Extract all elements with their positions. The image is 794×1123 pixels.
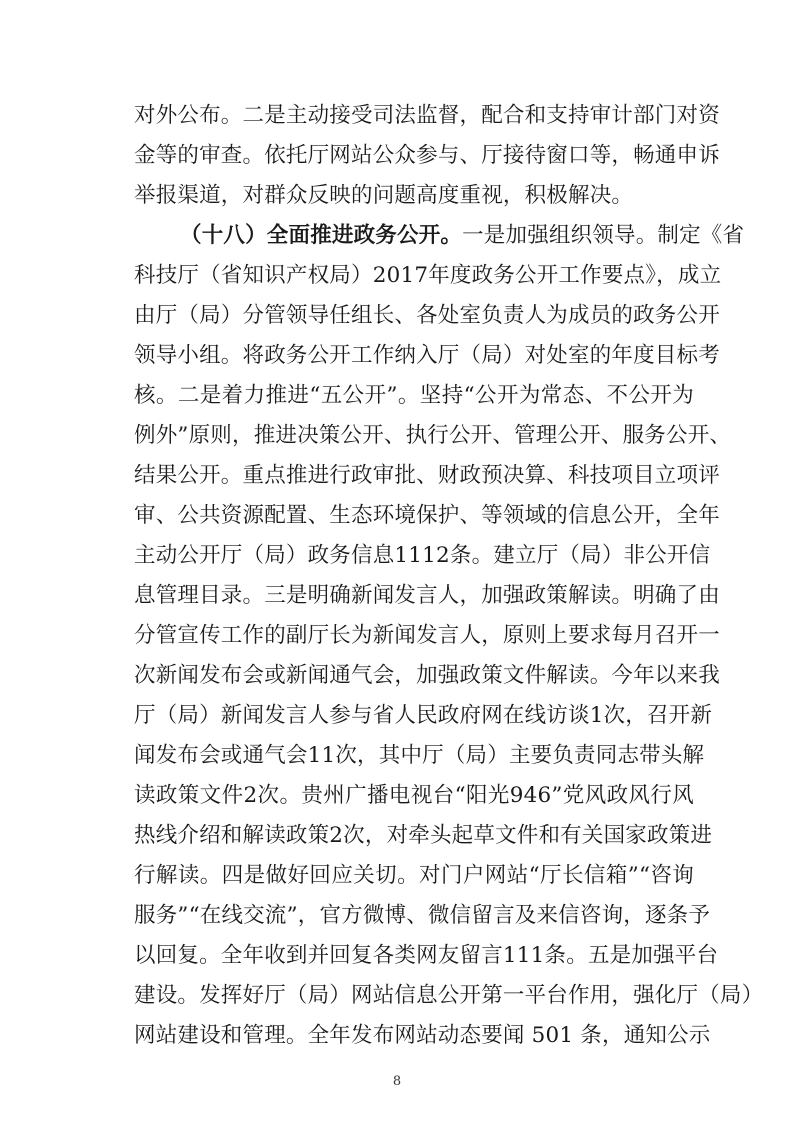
text-line: 行解读。四是做好回应关切。对门户网站“厅长信箱”“咨询	[134, 863, 694, 888]
text-line: 由厅（局）分管领导任组长、各处室负责人为成员的政务公开	[134, 303, 720, 328]
text-line: 闻发布会或通气会11次，其中厅（局）主要负责同志带头解	[134, 743, 705, 768]
section-heading-line	[180, 216, 745, 256]
text-line: 建设。发挥好厅（局）网站信息公开第一平台作用，强化厅（局）	[134, 983, 764, 1008]
text-line: 例外”原则，推进决策公开、执行公开、管理公开、服务公开、	[134, 423, 732, 448]
text-line: 读政策文件2次。贵州广播电视台“阳光946”党风政风行风	[134, 783, 694, 808]
text-line: 厅（局）新闻发言人参与省人民政府网在线访谈1次，召开新	[134, 703, 713, 728]
text-line: 审、公共资源配置、生态环境保护、等领域的信息公开，全年	[134, 503, 720, 528]
text-line: 以回复。全年收到并回复各类网友留言111条。五是加强平台	[134, 943, 719, 968]
text-line: 次新闻发布会或新闻通气会，加强政策文件解读。今年以来我	[134, 663, 720, 688]
text-line: 举报渠道，对群众反映的问题高度重视，积极解决。	[134, 183, 634, 208]
text-line: 息管理目录。三是明确新闻发言人，加强政策解读。明确了由	[134, 583, 720, 608]
text-line: 核。二是着力推进“五公开”。坚持“公开为常态、不公开为	[134, 383, 694, 408]
text-line: 服务”“在线交流”，官方微博、微信留言及来信咨询，逐条予	[134, 903, 711, 928]
page-number: 8	[392, 1074, 402, 1089]
text-line: 科技厅（省知识产权局）2017年度政务公开工作要点》，成立	[134, 263, 722, 288]
text-line: 分管宣传工作的副厅长为新闻发言人，原则上要求每月召开一	[134, 623, 720, 648]
text-line: 结果公开。重点推进行政审批、财政预决算、科技项目立项评	[134, 463, 720, 488]
text-line: 领导小组。将政务公开工作纳入厅（局）对处室的年度目标考	[134, 343, 720, 368]
text-line: 网站建设和管理。全年发布网站动态要闻 501 条，通知公示	[134, 1023, 711, 1048]
text-line: 热线介绍和解读政策2次，对牵头起草文件和有关国家政策进	[134, 823, 713, 848]
text-line: 对外公布。二是主动接受司法监督，配合和支持审计部门对资	[134, 103, 720, 128]
section-heading-text: 一是加强组织领导。制定《省	[462, 223, 745, 248]
section-heading: （十八）全面推进政务公开。	[180, 223, 463, 248]
text-line: 金等的审查。依托厅网站公众参与、厅接待窗口等，畅通申诉	[134, 143, 720, 168]
text-line: 主动公开厅（局）政务信息1112条。建立厅（局）非公开信	[134, 543, 711, 568]
